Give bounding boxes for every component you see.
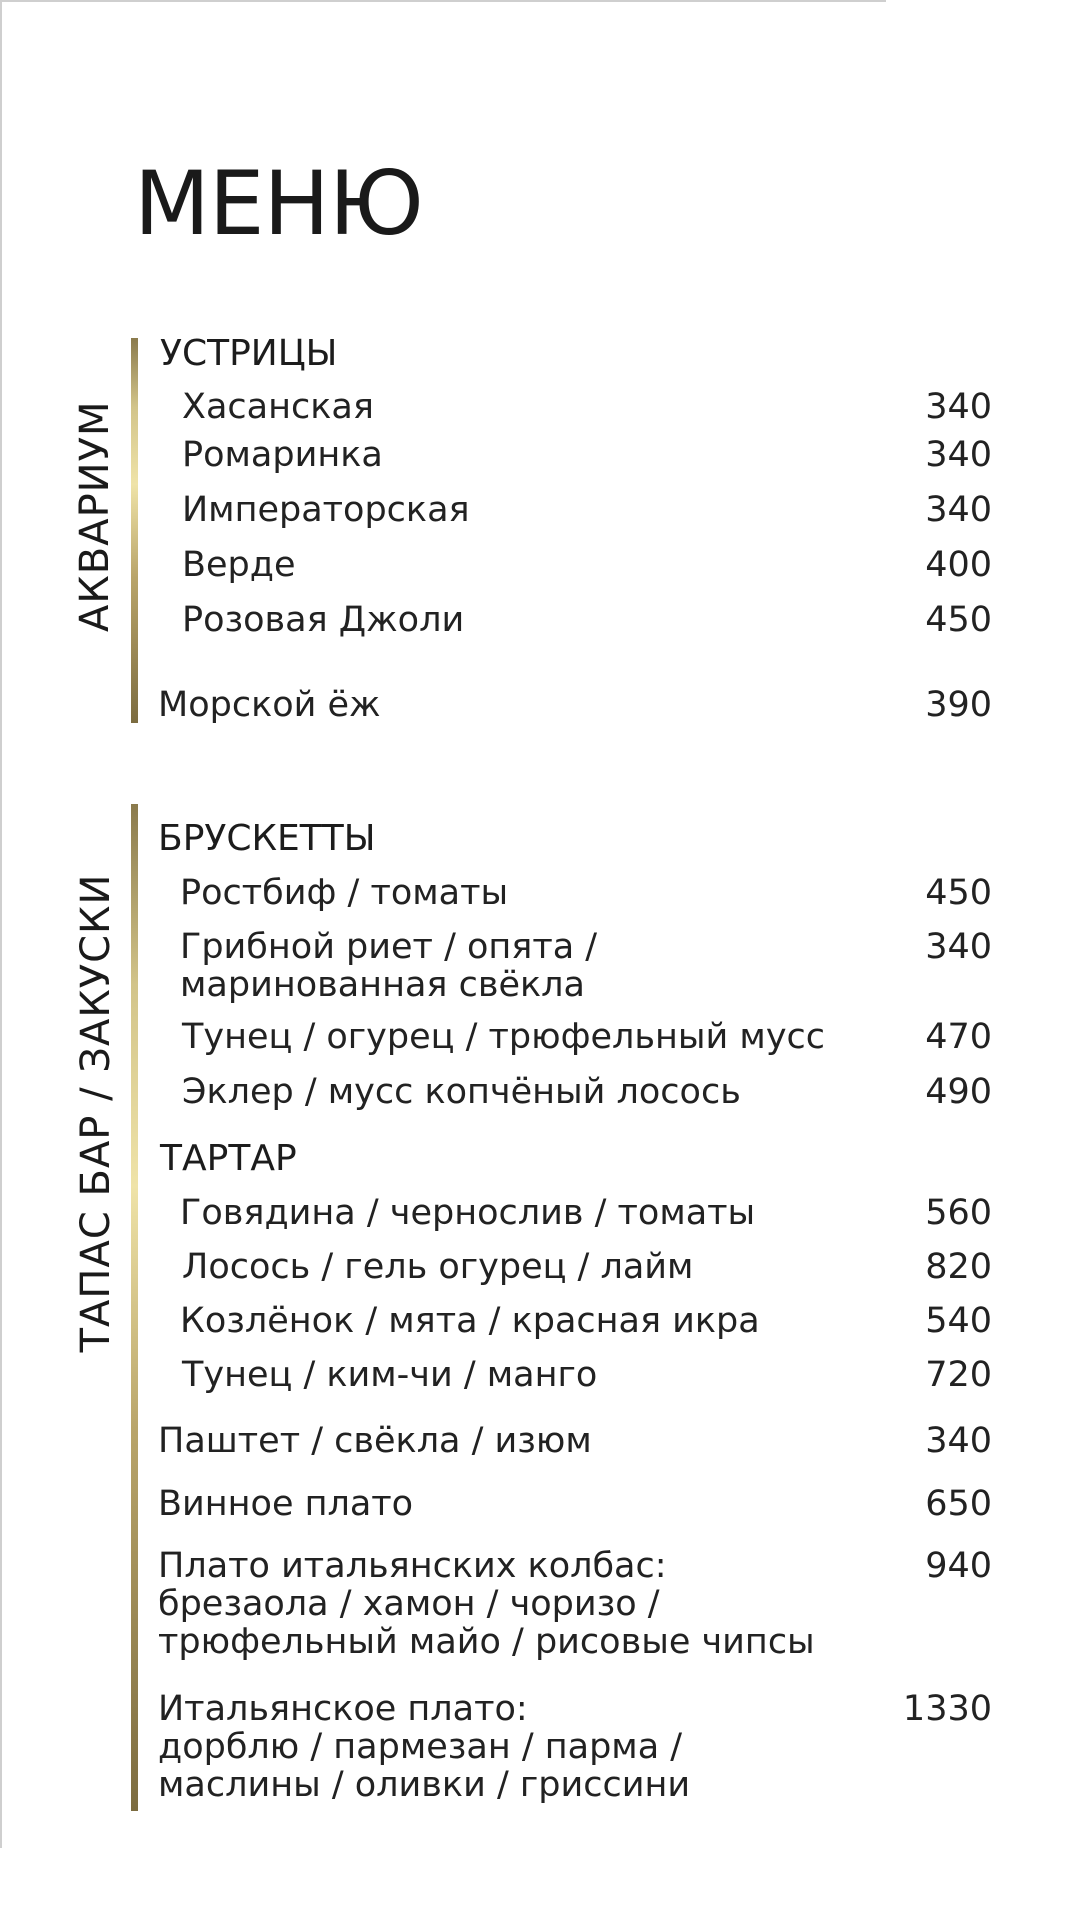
section-accent-bar	[131, 804, 138, 1811]
group-heading-oysters: УСТРИЦЫ	[160, 333, 338, 374]
section-label-tapas: ТАПАС БАР / ЗАКУСКИ	[73, 873, 119, 1353]
item-name: Эклер / мусс копчёный лосось	[182, 1072, 741, 1112]
item-price: 940	[925, 1546, 992, 1586]
item-price: 450	[925, 873, 992, 913]
item-name: Ростбиф / томаты	[180, 873, 509, 913]
item-name: Винное плато	[158, 1484, 414, 1524]
item-price: 340	[925, 1421, 992, 1461]
item-name: Хасанская	[182, 387, 374, 427]
item-price: 470	[925, 1017, 992, 1057]
item-name: Говядина / чернослив / томаты	[180, 1193, 756, 1233]
item-name: Морской ёж	[158, 685, 381, 725]
left-border-line	[0, 0, 2, 1848]
item-price: 340	[925, 387, 992, 427]
item-price: 720	[925, 1355, 992, 1395]
group-heading-bruschetta: БРУСКЕТТЫ	[158, 818, 376, 859]
item-price: 540	[925, 1301, 992, 1341]
item-price: 560	[925, 1193, 992, 1233]
item-price: 450	[925, 600, 992, 640]
item-name: Паштет / свёкла / изюм	[158, 1421, 592, 1461]
item-name: Верде	[182, 545, 296, 585]
group-heading-tartare: ТАРТАР	[160, 1138, 297, 1179]
item-name: Тунец / ким-чи / манго	[182, 1355, 598, 1395]
item-name: Плато итальянских колбас: брезаола / хамон / чоризо / трюфельный майо / рисовые чипсы	[158, 1546, 815, 1662]
item-price: 340	[925, 435, 992, 475]
item-name: Грибной риет / опята / маринованная свёкла	[180, 927, 598, 1005]
item-name: Розовая Джоли	[182, 600, 465, 640]
item-price: 1330	[902, 1689, 992, 1729]
item-price: 340	[925, 490, 992, 530]
page-title: МЕНЮ	[134, 152, 423, 255]
item-name: Лосось / гель огурец / лайм	[182, 1247, 694, 1287]
section-label-aquarium: АКВАРИУМ	[72, 400, 118, 632]
item-price: 400	[925, 545, 992, 585]
item-name: Императорская	[182, 490, 470, 530]
item-price: 390	[925, 685, 992, 725]
item-price: 340	[925, 927, 992, 967]
top-border-line	[0, 0, 886, 2]
item-name: Ромаринка	[182, 435, 383, 475]
item-name: Козлёнок / мята / красная икра	[180, 1301, 760, 1341]
item-price: 650	[925, 1484, 992, 1524]
item-price: 490	[925, 1072, 992, 1112]
item-name: Тунец / огурец / трюфельный мусс	[182, 1017, 826, 1057]
item-name: Итальянское плато: дорблю / пармезан / парма / маслины / оливки / гриссини	[158, 1689, 691, 1805]
item-price: 820	[925, 1247, 992, 1287]
section-accent-bar	[131, 338, 138, 723]
